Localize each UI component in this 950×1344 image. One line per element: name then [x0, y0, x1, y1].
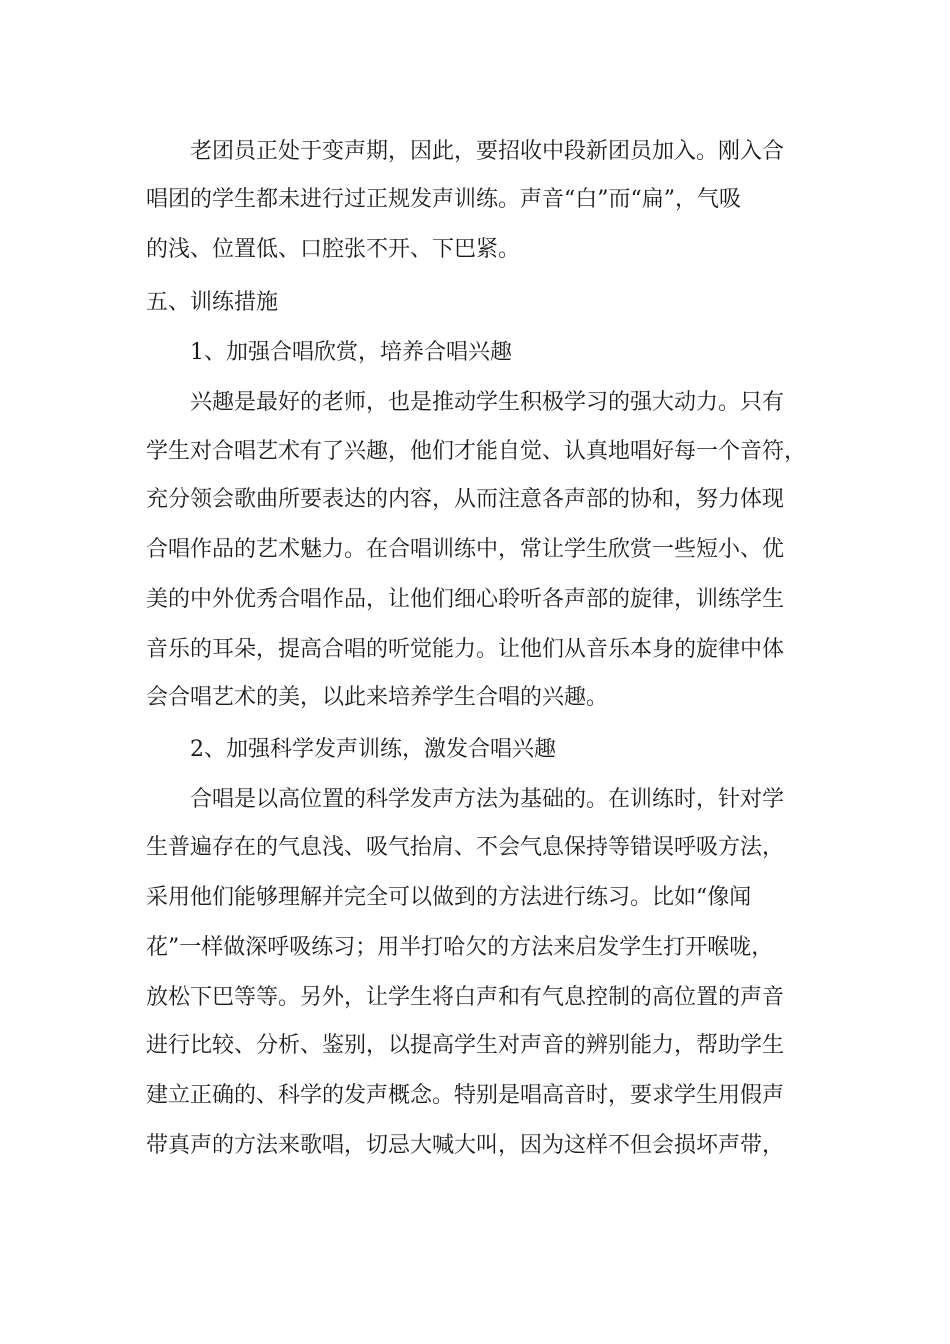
- body-text-line: 音乐的耳朵，提高合唱的听觉能力。让他们从音乐本身的旋律中体: [146, 637, 785, 662]
- body-text-line: 合唱作品的艺术魅力。在合唱训练中，常让学生欣赏一些短小、优: [146, 537, 785, 562]
- body-text-line: 花”一样做深呼吸练习；用半打哈欠的方法来启发学生打开喉咙，: [146, 935, 774, 960]
- body-text-line: 唱团的学生都未进行过正规发声训练。声音“白”而“扁”，气吸: [146, 187, 741, 212]
- body-text-line: 兴趣是最好的老师，也是推动学生积极学习的强大动力。只有: [190, 390, 785, 415]
- body-text-line: 合唱是以高位置的科学发声方法为基础的。在训练时，针对学: [190, 787, 785, 812]
- body-text-line: 采用他们能够理解并完全可以做到的方法进行练习。比如“像闻: [146, 885, 752, 910]
- body-text-line: 会合唱艺术的美，以此来培养学生合唱的兴趣。: [146, 685, 609, 710]
- subsection-heading: 2、加强科学发声训练，激发合唱兴趣: [190, 737, 556, 762]
- body-text-line: 进行比较、分析、鉴别，以提高学生对声音的辨别能力，帮助学生: [146, 1033, 785, 1058]
- body-text-line: 学生对合唱艺术有了兴趣，他们才能自觉、认真地唱好每一个音符，: [146, 439, 807, 464]
- body-text-line: 老团员正处于变声期，因此，要招收中段新团员加入。刚入合: [190, 139, 785, 164]
- body-text-line: 带真声的方法来歌唱，切忌大喊大叫，因为这样不但会损坏声带，: [146, 1133, 785, 1158]
- section-heading: 五、训练措施: [146, 290, 279, 315]
- body-text-line: 美的中外优秀合唱作品，让他们细心聆听各声部的旋律，训练学生: [146, 587, 785, 612]
- subsection-heading: 1、加强合唱欣赏，培养合唱兴趣: [190, 340, 512, 365]
- body-text-line: 放松下巴等等。另外，让学生将白声和有气息控制的高位置的声音: [146, 985, 785, 1010]
- body-text-line: 生普遍存在的气息浅、吸气抬肩、不会气息保持等错误呼吸方法，: [146, 835, 785, 860]
- body-text-line: 充分领会歌曲所要表达的内容，从而注意各声部的协和，努力体现: [146, 487, 785, 512]
- body-text-line: 建立正确的、科学的发声概念。特别是唱高音时，要求学生用假声: [146, 1083, 785, 1108]
- body-text-line: 的浅、位置低、口腔张不开、下巴紧。: [146, 237, 521, 262]
